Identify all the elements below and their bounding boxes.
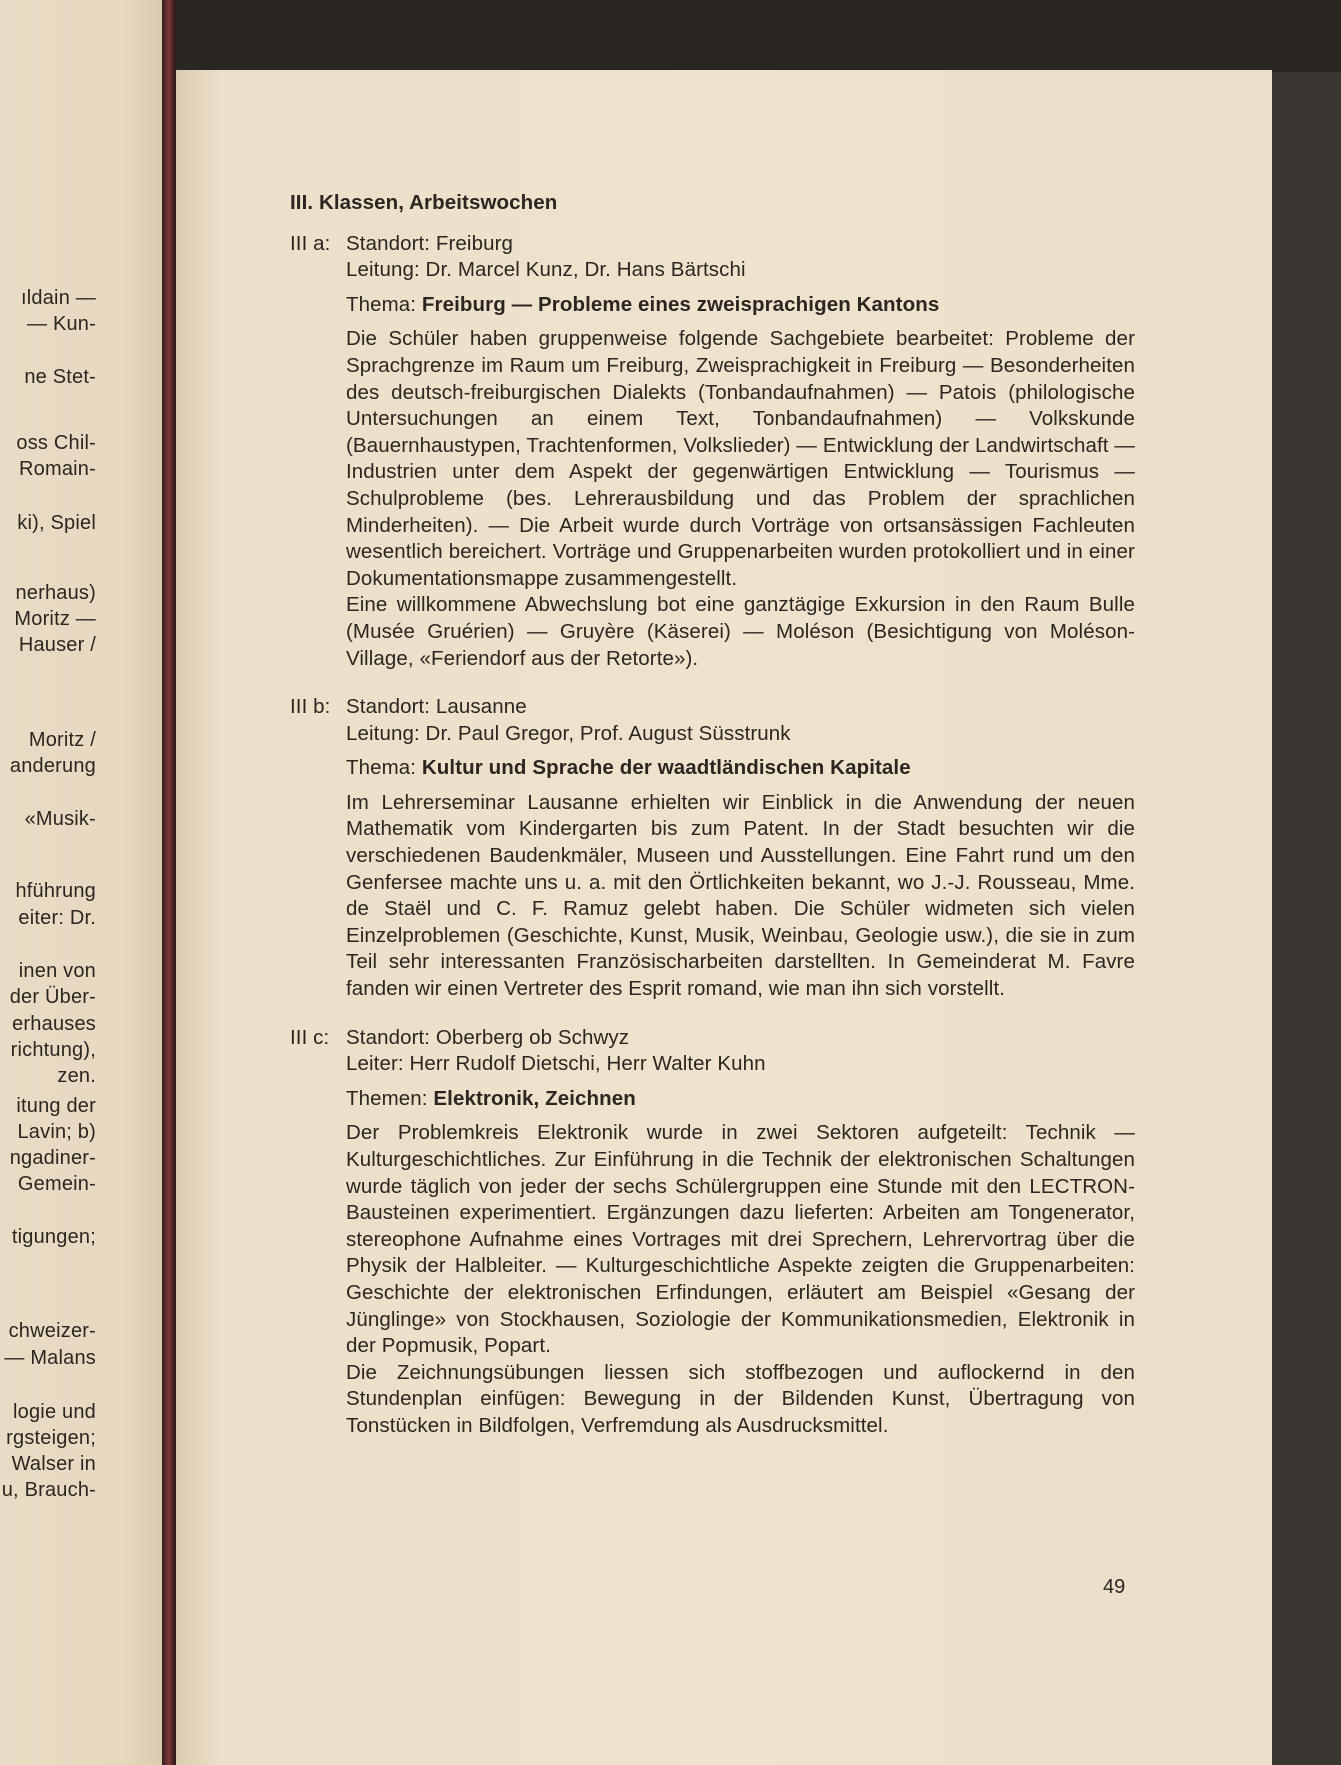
standort-line: Standort: Oberberg ob Schwyz xyxy=(346,1025,630,1049)
left-fragment: anderung xyxy=(9,755,96,777)
class-section-3a xyxy=(290,231,1135,673)
left-fragment: der Über- xyxy=(9,986,96,1008)
left-fragment: richtung), xyxy=(10,1039,96,1061)
class-label: III a: xyxy=(290,231,331,255)
thema-label: Thema: xyxy=(346,756,422,780)
leitung-line: Leitung: Dr. Paul Gregor, Prof. August Süsstrunk xyxy=(346,721,791,745)
left-fragment: ngadiner- xyxy=(9,1147,96,1169)
section-heading: III. Klassen, Arbeitswochen xyxy=(290,191,558,214)
thema-title: Elektronik, Zeichnen xyxy=(433,1086,636,1110)
standort-line: Standort: Freiburg xyxy=(346,231,514,255)
left-fragment: Moritz / xyxy=(28,729,96,751)
left-fragment: nerhaus) xyxy=(15,582,96,604)
left-fragment: — Kun- xyxy=(26,313,96,335)
page-content xyxy=(290,190,1135,1462)
thema-line xyxy=(346,292,1135,319)
body-paragraph: Im Lehrerseminar Lausanne erhielten wir Einblick in die Anwendung der neuen Mathematik vom Kindergarten bis zum Patent. In der Stadt besuchten wir die verschiedenen Baudenkmäler, Museen und Ausstellungen. Eine Fahrt rund um den Genfersee machte uns u. a. mit den Örtlichkeiten bekannt, wo J.-J. Rousseau, Mme. de Staël und C. F. Ramuz gelebt haben. Die Schüler widmeten sich vielen Einzelproblemen (Geschichte, Kunst, Musik, Weinbau, Geologie usw.), die sie in zum Teil sehr interessanten Französischarbeiten darstellten. In Gemeinderat M. Favre fanden wir einen Vertreter des Esprit romand, wie man ihn sich vorstellt. xyxy=(346,790,1135,1001)
body-paragraph: Der Problemkreis Elektronik wurde in zwei Sektoren aufgeteilt: Technik — Kulturgeschichtliches. Zur Einführung in die Technik der elektronischen Schaltungen wurde täglich von jeder der sechs Schülergruppen eine Stunde mit den LECTRON-Bausteinen experimentiert. Ergänzungen dazu lieferten: Arbeiten am Tongenerator, stereophone Aufnahme eines Vortrages mit drei Sprechern, Lehrervortrag über die Physik der Halbleiter. — Kulturgeschichtliche Aspekte zeigten die Gruppenarbeiten: Geschichte der elektronischen Erfindungen, erläutert am Beispiel «Gesang der Jünglinge» von Stockhausen, Soziologie der Kommunikationsmedien, Elektronik in der Popmusik, Popart. xyxy=(346,1121,1135,1358)
left-fragment: Hauser / xyxy=(18,634,96,656)
left-fragment: u, Brauch- xyxy=(1,1479,96,1501)
left-fragment: ki), Spiel xyxy=(17,512,96,534)
thema-label: Themen: xyxy=(346,1086,434,1110)
class-label: III b: xyxy=(290,695,331,719)
class-label: III c: xyxy=(290,1025,330,1049)
left-fragment: zen. xyxy=(57,1065,96,1087)
left-fragment: Moritz — xyxy=(14,608,96,630)
page-number: 49 xyxy=(1103,1576,1126,1598)
left-fragment: Gemein- xyxy=(17,1173,96,1195)
left-fragment: ıldain — xyxy=(21,287,96,309)
page-edge xyxy=(1272,72,1341,1765)
body-paragraph: Die Schüler haben gruppenweise folgende Sachgebiete bearbeitet: Probleme der Sprachgrenze im Raum um Freiburg, Zweisprachigkeit in Freiburg — Besonderheiten des deutsch-freiburgischen Dialekts (Tonbandaufnahmen) — Patois (philologische Untersuchungen an einem Text, Tonbandaufnahmen) — Volkskunde (Bauernhaustypen, Trachtenformen, Volkslieder) — Entwicklung der Landwirtschaft — Industrien unter dem Aspekt der gegenwärtigen Entwicklung — Tourismus — Schulprobleme (bes. Lehrerausbildung und das Problem der sprachlichen Minderheiten). — Die Arbeit wurde durch Vorträge von ortsansässigen Fachleuten wesentlich bereichert. Vorträge und Gruppenarbeiten wurden protokolliert und in einer Dokumentationsmappe zusammengestellt. xyxy=(346,327,1135,590)
body-paragraph: Eine willkommene Abwechslung bot eine ganztägige Exkursion in den Raum Bulle (Musée Gruérien) — Gruyère (Käserei) — Moléson (Besichtigung von Moléson-Village, «Feriendorf aus der Retorte»). xyxy=(346,593,1135,670)
left-fragment: eiter: Dr. xyxy=(18,907,96,929)
left-fragment: ne Stet- xyxy=(24,366,96,388)
thema-line xyxy=(346,755,1135,782)
standort-line: Standort: Lausanne xyxy=(346,695,527,719)
body-paragraph: Die Zeichnungsübungen liessen sich stoffbezogen und auflockernd in den Stundenplan einfügen: Bewegung in der Bildenden Kunst, Übertragung von Tonstücken in Bildfolgen, Verfremdung als Ausdrucksmittel. xyxy=(346,1360,1135,1437)
left-fragment: tigungen; xyxy=(11,1226,96,1248)
left-page xyxy=(0,0,172,1765)
left-fragment: Lavin; b) xyxy=(17,1121,96,1143)
book-spine xyxy=(162,0,176,1765)
left-fragment: itung der xyxy=(16,1095,96,1117)
thema-label: Thema: xyxy=(346,292,422,316)
left-fragment: chweizer- xyxy=(8,1320,96,1342)
thema-line xyxy=(346,1086,1135,1113)
left-fragment: erhauses xyxy=(12,1013,96,1035)
left-fragment: oss Chil- xyxy=(16,432,96,454)
left-fragment: «Musik- xyxy=(24,808,96,830)
left-fragment: — Malans xyxy=(4,1347,96,1369)
left-fragment: hführung xyxy=(15,880,96,902)
leitung-line: Leiter: Herr Rudolf Dietschi, Herr Walter Kuhn xyxy=(346,1052,766,1076)
class-section-3b xyxy=(290,694,1135,1003)
left-fragment: Walser in xyxy=(11,1453,96,1475)
class-section-3c xyxy=(290,1025,1135,1440)
left-fragment: inen von xyxy=(18,960,96,982)
left-fragment: Romain- xyxy=(19,458,96,480)
thema-title: Kultur und Sprache der waadtländischen Kapitale xyxy=(421,756,911,780)
thema-title: Freiburg — Probleme eines zweisprachigen Kantons xyxy=(421,292,940,316)
left-fragment: rgsteigen; xyxy=(6,1427,96,1449)
left-fragment: logie und xyxy=(13,1401,96,1423)
leitung-line: Leitung: Dr. Marcel Kunz, Dr. Hans Bärtschi xyxy=(346,258,746,282)
